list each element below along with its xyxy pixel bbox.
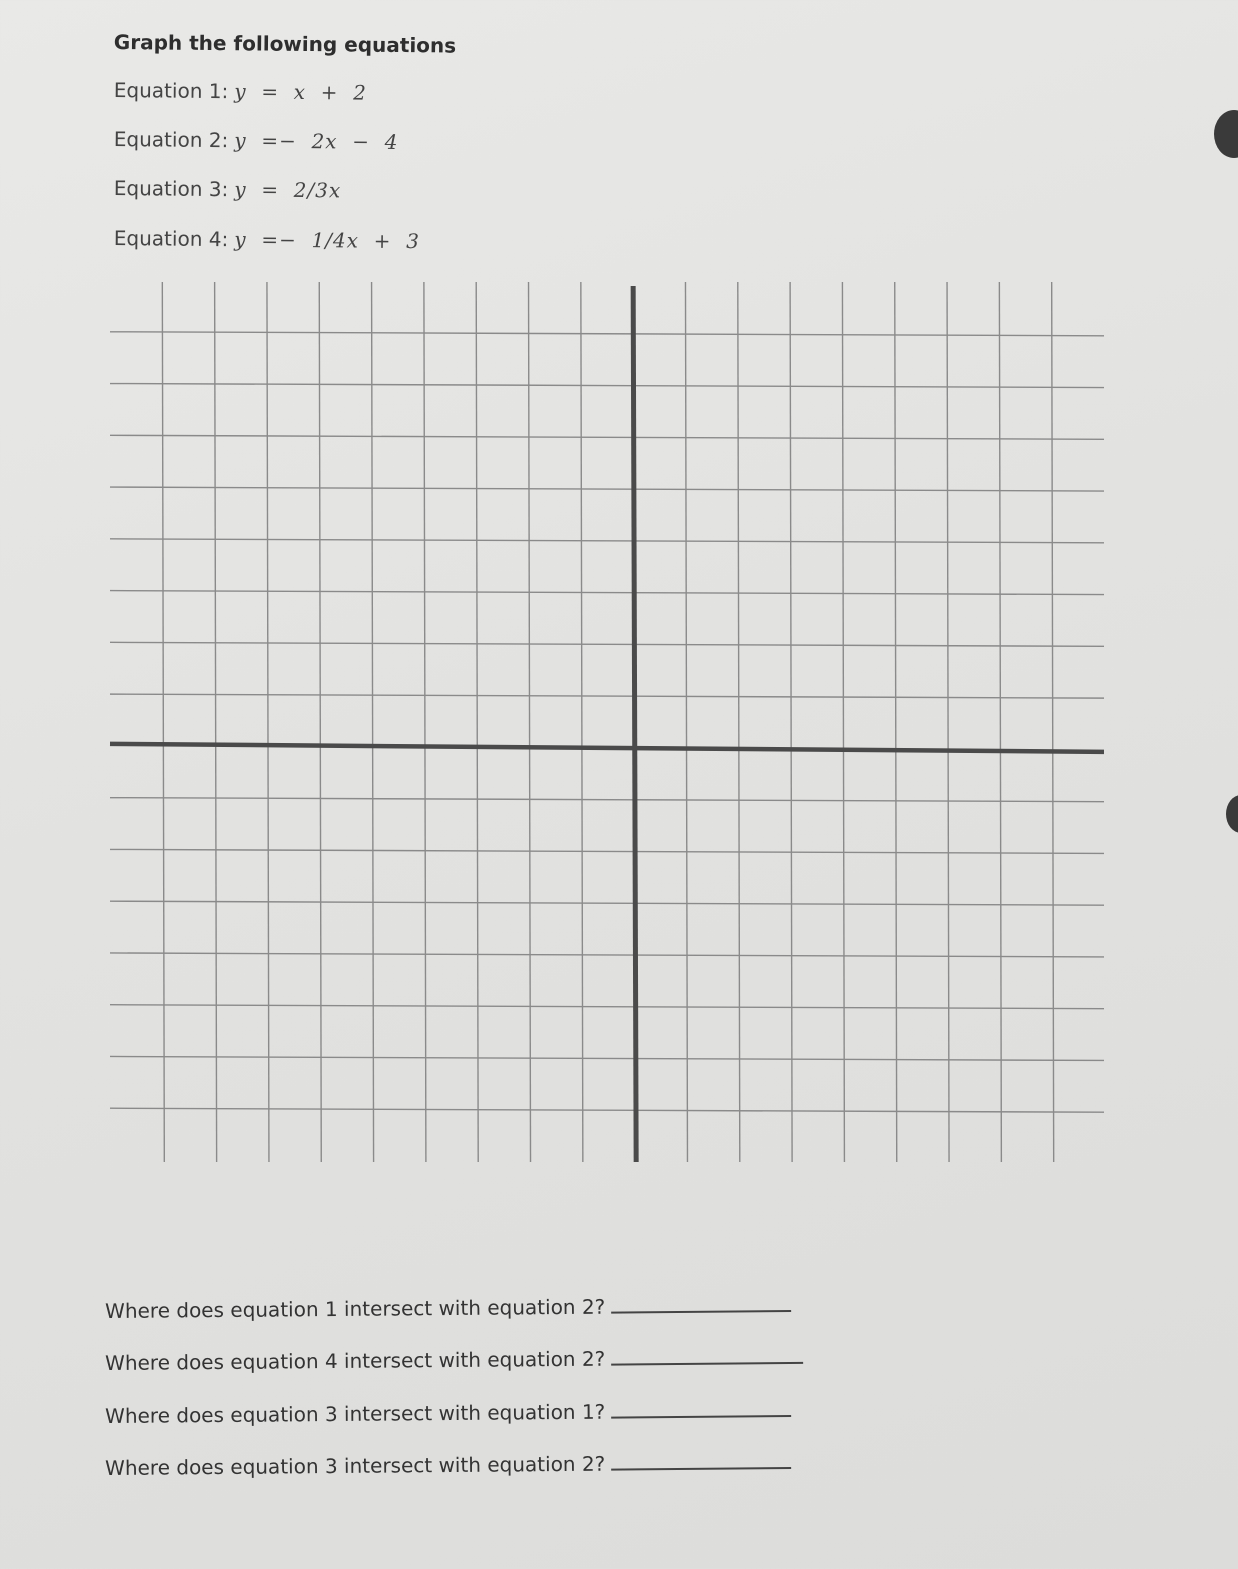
grid-line-horizontal	[110, 953, 1104, 957]
grid-line-horizontal	[110, 1056, 1104, 1060]
grid-line-horizontal	[110, 901, 1104, 905]
grid-line-vertical	[738, 282, 740, 1162]
answer-blank-2[interactable]	[611, 1344, 803, 1366]
grid-line-vertical	[895, 282, 897, 1162]
grid-line-vertical	[215, 282, 217, 1162]
grid-line-vertical	[685, 282, 687, 1162]
grid-line-horizontal	[110, 1108, 1104, 1112]
grid-line-vertical	[581, 282, 583, 1162]
question-3-text: Where does equation 3 intersect with equation 1?	[105, 1399, 606, 1428]
equation-2-label: Equation 2:	[113, 127, 229, 153]
grid-line-vertical	[476, 282, 478, 1162]
grid-line-vertical	[947, 282, 949, 1162]
grid-line-horizontal	[110, 591, 1104, 595]
equation-4-label: Equation 4:	[113, 226, 229, 252]
grid-line-horizontal	[110, 1005, 1104, 1009]
equation-1-expression: y = x + 2	[234, 79, 368, 105]
equation-3-expression: y = 2/3x	[234, 177, 342, 203]
grid-line-horizontal	[110, 487, 1104, 491]
grid-line-vertical	[790, 282, 792, 1162]
question-1-text: Where does equation 1 intersect with equation 2?	[105, 1294, 606, 1323]
grid-line-vertical	[529, 282, 531, 1162]
grid-line-vertical	[424, 282, 426, 1162]
grid-line-horizontal	[110, 798, 1104, 802]
grid-line-horizontal	[110, 849, 1104, 853]
grid-line-vertical	[267, 282, 269, 1162]
y-axis	[633, 286, 636, 1162]
grid-line-vertical	[319, 282, 321, 1162]
grid-line-vertical	[842, 282, 844, 1162]
grid-line-horizontal	[110, 332, 1104, 336]
worksheet-title: Graph the following equations	[113, 30, 457, 58]
equation-1-label: Equation 1:	[113, 78, 229, 104]
x-axis	[110, 744, 1104, 752]
question-4-text: Where does equation 3 intersect with equation 2?	[105, 1451, 606, 1480]
answer-blank-3[interactable]	[611, 1397, 791, 1419]
grid-line-vertical	[372, 282, 374, 1162]
question-2-text: Where does equation 4 intersect with equation 2?	[105, 1346, 606, 1375]
answer-blank-1[interactable]	[611, 1292, 791, 1314]
grid-line-horizontal	[110, 384, 1104, 388]
grid-line-horizontal	[110, 694, 1104, 698]
grid-line-vertical	[1052, 282, 1054, 1162]
answer-blank-4[interactable]	[611, 1449, 791, 1471]
grid-line-horizontal	[110, 435, 1104, 439]
equation-4-expression: y =− 1/4x + 3	[234, 227, 421, 254]
equation-2-expression: y =− 2x − 4	[234, 128, 399, 154]
grid-line-horizontal	[110, 539, 1104, 543]
grid-line-horizontal	[110, 642, 1104, 646]
grid-line-vertical	[999, 282, 1001, 1162]
grid-line-vertical	[162, 282, 164, 1162]
equation-3-label: Equation 3:	[113, 176, 229, 202]
